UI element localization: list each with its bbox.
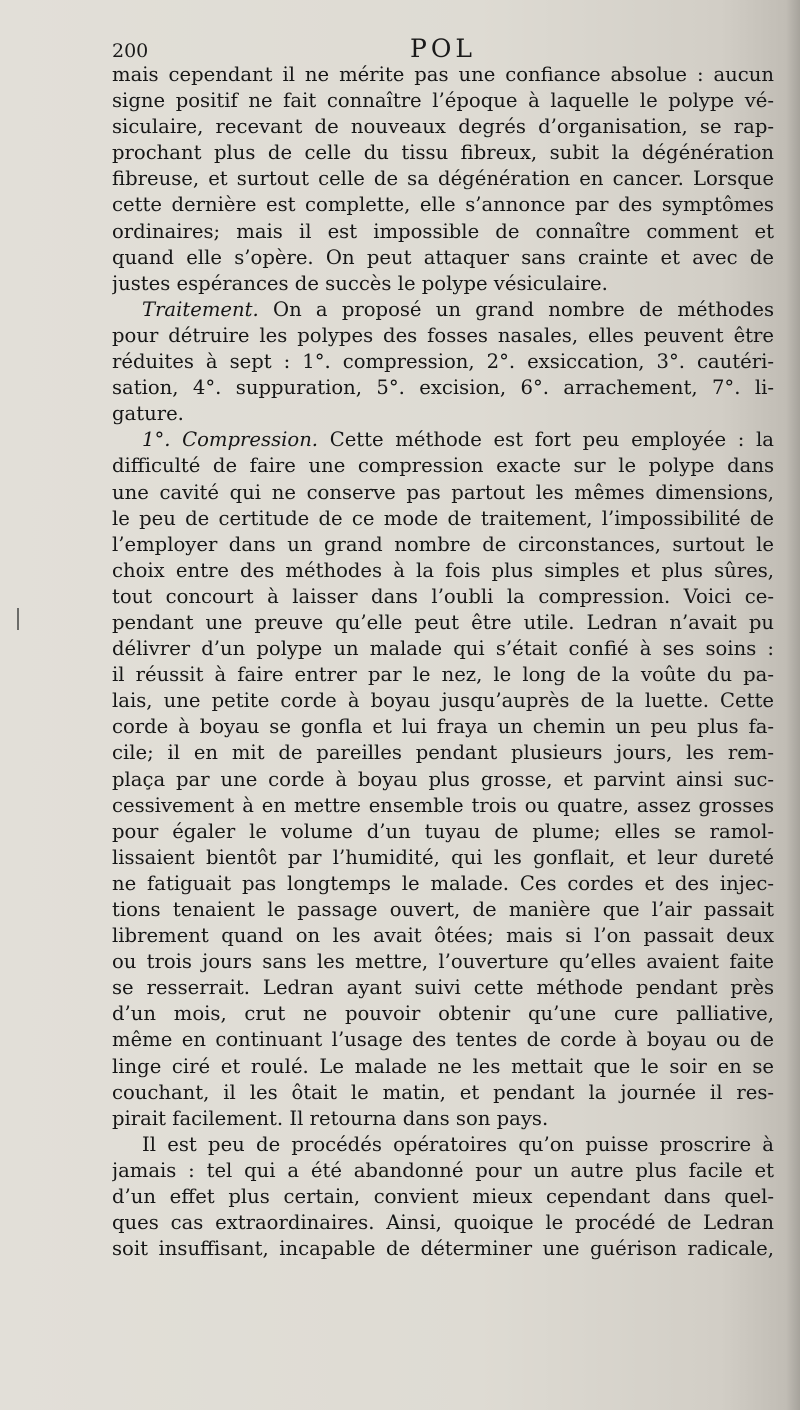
text-segment: Cette méthode est fort peu employée : la bbox=[329, 428, 774, 452]
text-line: prochant plus de celle du tissu fibreux, subit la dégénération bbox=[112, 141, 774, 165]
text-line: pour égaler le volume d’un tuyau de plume; elles se ramol- bbox=[112, 819, 774, 843]
margin-mark bbox=[17, 608, 19, 630]
text-line: pirait facilement. Il retourna dans son pays. bbox=[112, 1106, 549, 1130]
text-line: signe positif ne fait connaître l’époque à laquelle le polype vé- bbox=[112, 89, 774, 113]
text-line: ou trois jours sans les mettre, l’ouverture qu’elles avaient faite bbox=[112, 950, 774, 974]
text-line: couchant, il les ôtait le matin, et pendant la journée il res- bbox=[112, 1080, 774, 1104]
text-line: cessivement à en mettre ensemble trois ou quatre, assez grosses bbox=[112, 793, 774, 817]
text-segment: On a proposé un grand nombre de méthodes bbox=[273, 297, 774, 321]
text-line: cile; il en mit de pareilles pendant plusieurs jours, les rem- bbox=[112, 741, 774, 765]
text-line: il réussit à faire entrer par le nez, le long de la voûte du pa- bbox=[112, 663, 774, 687]
text-line: librement quand on les avait ôtées; mais si l’on passait deux bbox=[112, 924, 774, 948]
text-line: difficulté de faire une compression exacte sur le polype dans bbox=[112, 454, 774, 478]
paragraph-compression-first-line bbox=[112, 427, 774, 453]
text-line: cette dernière est complette, elle s’annonce par des symptômes bbox=[112, 193, 774, 217]
page-number: 200 bbox=[112, 40, 149, 62]
text-line: lissaient bientôt par l’humidité, qui les gonflait, et leur dureté bbox=[112, 845, 774, 869]
page-header bbox=[112, 34, 774, 62]
text-line: pour détruire les polypes des fosses nasales, elles peuvent être bbox=[112, 323, 774, 347]
text-line: réduites à sept : 1°. compression, 2°. exsiccation, 3°. cautéri- bbox=[112, 350, 774, 374]
text-line: choix entre des méthodes à la fois plus simples et plus sûres, bbox=[112, 558, 774, 582]
text-line: jamais : tel qui a été abandonné pour un autre plus facile et bbox=[112, 1158, 774, 1182]
text-line: sation, 4°. suppuration, 5°. excision, 6°. arrachement, 7°. li- bbox=[112, 376, 774, 400]
body-text bbox=[112, 62, 774, 1262]
text-line: ordinaires; mais il est impossible de connaître comment et bbox=[112, 219, 774, 243]
text-line: plaça par une corde à boyau plus grosse, et parvint ainsi suc- bbox=[112, 767, 774, 791]
text-line: fibreuse, et surtout celle de sa dégénération en cancer. Lorsque bbox=[112, 167, 774, 191]
text-line: gature. bbox=[112, 402, 184, 426]
text-line: justes espérances de succès le polype vésiculaire. bbox=[112, 271, 608, 295]
text-line: mais cependant il ne mérite pas une confiance absolue : aucun bbox=[112, 63, 774, 86]
text-line: délivrer d’un polype un malade qui s’était confié à ses soins : bbox=[112, 637, 774, 661]
text-line: linge ciré et roulé. Le malade ne les mettait que le soir en se bbox=[112, 1054, 774, 1078]
text-line: même en continuant l’usage des tentes de corde à boyau ou de bbox=[112, 1028, 774, 1052]
text-line: soit insuffisant, incapable de déterminer une guérison radicale, bbox=[112, 1237, 774, 1261]
text-line: tions tenaient le passage ouvert, de manière que l’air passait bbox=[112, 898, 774, 921]
page-edge-shadow bbox=[786, 0, 800, 1410]
running-head: POL bbox=[410, 34, 476, 63]
text-line: quand elle s’opère. On peut attaquer sans crainte et avec de bbox=[112, 245, 774, 269]
text-line: ques cas extraordinaires. Ainsi, quoique le procédé de Ledran bbox=[112, 1211, 774, 1235]
text-line: Il est peu de procédés opératoires qu’on puisse proscrire à bbox=[142, 1132, 774, 1156]
text-line: une cavité qui ne conserve pas partout les mêmes dimensions, bbox=[112, 480, 774, 504]
text-line: corde à boyau se gonfla et lui fraya un chemin un peu plus fa- bbox=[112, 715, 774, 739]
paragraph-traitement-first-line bbox=[112, 297, 774, 323]
text-line: siculaire, recevant de nouveaux degrés d’organisation, se rap- bbox=[112, 115, 774, 139]
text-line: ne fatiguait pas longtemps le malade. Ces cordes et des injec- bbox=[112, 871, 774, 895]
text-line: l’employer dans un grand nombre de circonstances, surtout le bbox=[112, 532, 774, 556]
text-line: d’un mois, crut ne pouvoir obtenir qu’une cure palliative, bbox=[112, 1002, 774, 1026]
text-line: le peu de certitude de ce mode de traitement, l’impossibilité de bbox=[112, 506, 774, 530]
text-line: tout concourt à laisser dans l’oubli la compression. Voici ce- bbox=[112, 584, 774, 608]
text-line: d’un effet plus certain, convient mieux cependant dans quel- bbox=[112, 1185, 774, 1209]
section-lead-compression: 1°. Compression. bbox=[142, 428, 319, 452]
text-line: se resserrait. Ledran ayant suivi cette méthode pendant près bbox=[112, 976, 774, 1000]
section-lead-traitement: Traitement. bbox=[142, 297, 259, 321]
text-line: lais, une petite corde à boyau jusqu’auprès de la luette. Cette bbox=[112, 689, 774, 713]
text-line: pendant une preuve qu’elle peut être utile. Ledran n’avait pu bbox=[112, 610, 774, 634]
